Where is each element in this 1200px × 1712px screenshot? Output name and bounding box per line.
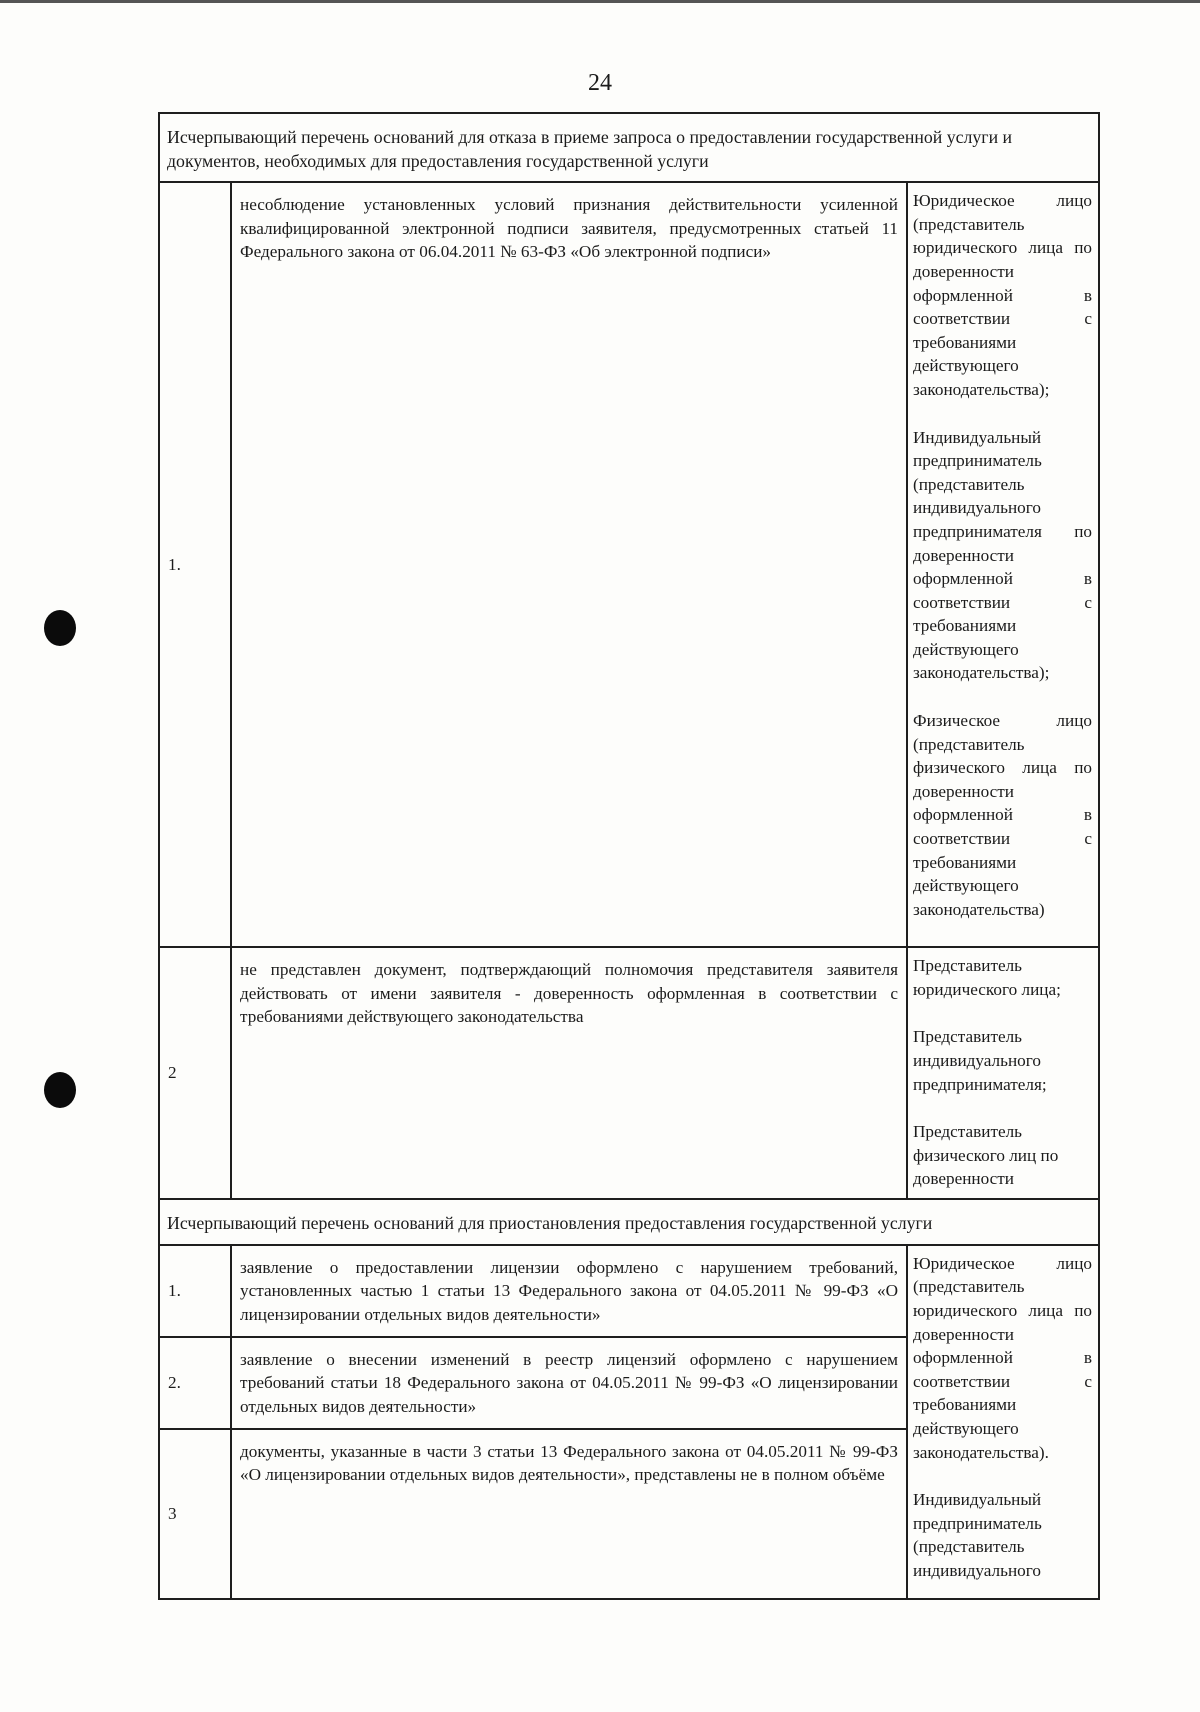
row-number: 3 (159, 1429, 231, 1599)
applicant-categories (907, 947, 1099, 1199)
table-row (159, 1245, 1099, 1337)
applicant-category: Представитель физического лиц по доверенности (913, 1122, 1059, 1189)
ground-text: не представлен документ, подтверждающий полномочия представителя заявителя действовать от имени заявителя - доверенность оформленная в соответствии с требованиями действующего законодательства (231, 947, 907, 1199)
table-row (159, 947, 1099, 1199)
grounds-table (158, 112, 1100, 1600)
row-number: 2. (159, 1337, 231, 1429)
ground-text: заявление о предоставлении лицензии оформлено с нарушением требований, установленных частью 1 статьи 13 Федерального закона от 04.05.2011 № 99-ФЗ «О лицензировании отдельных видов деятельности» (231, 1245, 907, 1337)
row-number: 1. (159, 182, 231, 947)
table-row (159, 182, 1099, 947)
applicant-category: Индивидуальный предприниматель (представитель индивидуального (913, 1490, 1042, 1580)
row-number: 1. (159, 1245, 231, 1337)
applicant-category: Физическое лицо (представитель физического лица по доверенности оформленной в соответствии с требованиями действующего законодательства) (913, 711, 1092, 919)
applicant-category: Юридическое лицо (представитель юридического лица по доверенности оформленной в соответствии с требованиями действующего законодательства). (913, 1253, 1092, 1462)
section-heading-refusal: Исчерпывающий перечень оснований для отказа в приеме запроса о предоставлении государственной услуги и документов, необходимых для предоставления государственной услуги (159, 113, 1099, 182)
applicant-category: Представитель индивидуального предпринимателя; (913, 1027, 1047, 1094)
applicant-category: Представитель юридического лица; (913, 956, 1061, 999)
applicant-category: Индивидуальный предприниматель (представитель индивидуального предпринимателя по доверенности оформленной в соответствии с требованиями действующего законодательства); (913, 427, 1092, 683)
ground-text: документы, указанные в части 3 статьи 13 Федерального закона от 04.05.2011 № 99-ФЗ «О лицензировании отдельных видов деятельности», представлены не в полном объёме (231, 1429, 907, 1599)
punch-hole-mark (44, 610, 76, 646)
ground-text: несоблюдение установленных условий признания действительности усиленной квалифицированной электронной подписи заявителя, предусмотренных статьей 11 Федерального закона от 06.04.2011 № 63-ФЗ «Об электронной подписи» (231, 182, 907, 947)
ground-text: заявление о внесении изменений в реестр лицензий оформлено с нарушением требований статьи 18 Федерального закона от 04.05.2011 № 99-ФЗ «О лицензировании отдельных видов деятельности» (231, 1337, 907, 1429)
punch-hole-mark (44, 1072, 76, 1108)
section-heading-row (159, 113, 1099, 182)
section-heading-row (159, 1199, 1099, 1245)
scan-edge (0, 0, 1200, 3)
applicant-categories (907, 1245, 1099, 1599)
page-number: 24 (588, 70, 612, 96)
applicant-category: Юридическое лицо (представитель юридического лица по доверенности оформленной в соответствии с требованиями действующего законодательства); (913, 191, 1092, 399)
section-heading-suspension: Исчерпывающий перечень оснований для приостановления предоставления государственной услуги (159, 1199, 1099, 1245)
row-number: 2 (159, 947, 231, 1199)
applicant-categories (907, 182, 1099, 947)
